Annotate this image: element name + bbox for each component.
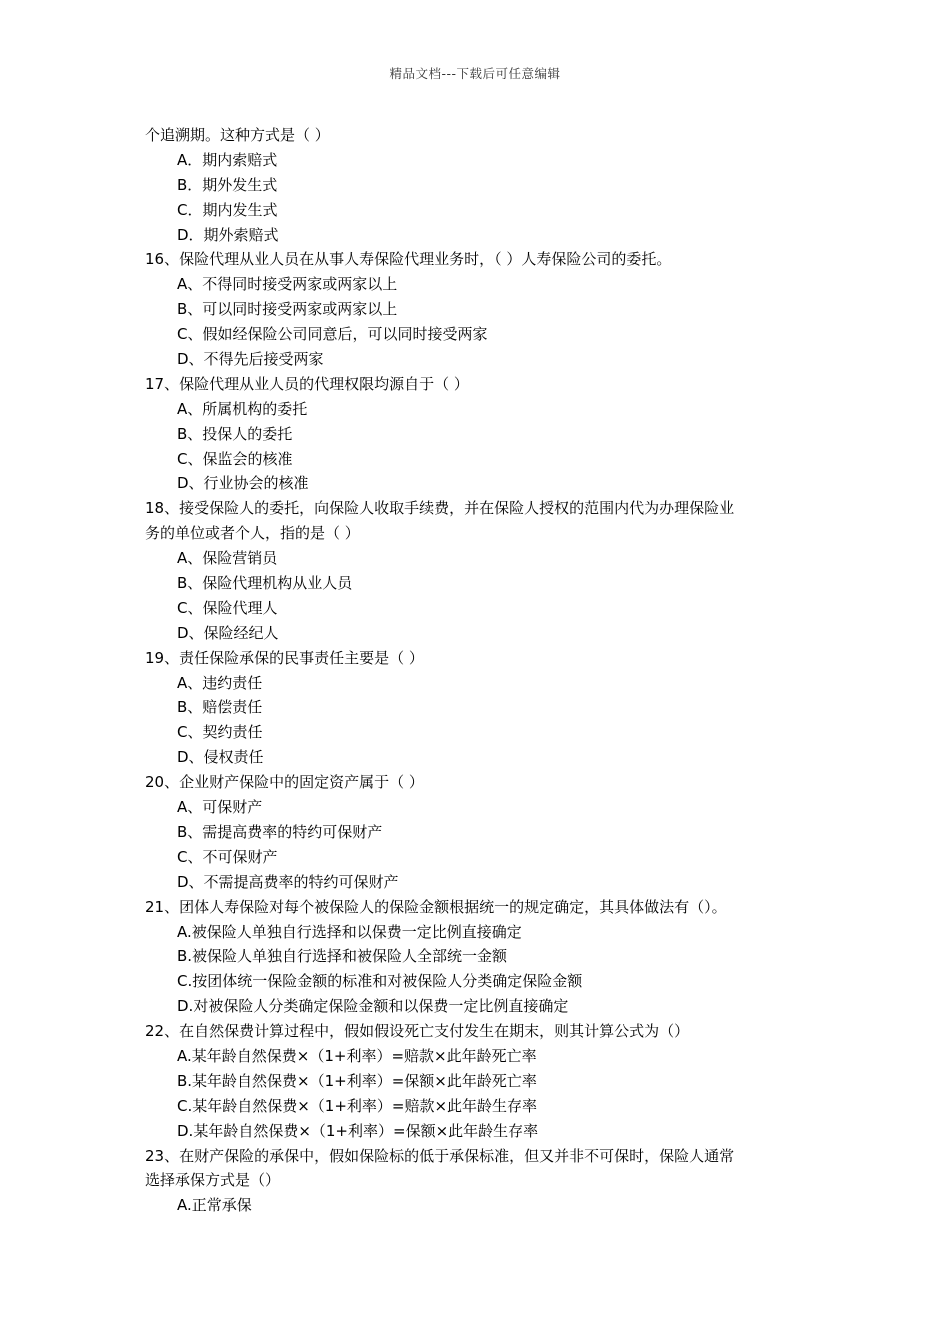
document-body (145, 123, 825, 1218)
option-line: A.某年龄自然保费×（1+利率）=赔款×此年龄死亡率 (177, 1046, 537, 1065)
option-line: B、赔偿责任 (177, 698, 263, 717)
option-line: A、可保财产 (177, 798, 263, 817)
option-line: A．期内索赔式 (177, 150, 278, 169)
option-line: D.某年龄自然保费×（1+利率）=保额×此年龄生存率 (177, 1121, 539, 1140)
question-line: 18、接受保险人的委托，向保险人收取手续费，并在保险人授权的范围内代为办理保险业 (145, 499, 735, 518)
option-line: D、不得先后接受两家 (177, 350, 324, 369)
page-header: 精品文档---下载后可任意编辑 (389, 66, 561, 81)
question-line: 22、在自然保费计算过程中，假如假设死亡支付发生在期末，则其计算公式为（） (145, 1022, 690, 1041)
option-line: C、假如经保险公司同意后，可以同时接受两家 (177, 325, 488, 344)
option-line: C、契约责任 (177, 723, 263, 742)
option-line: C、保监会的核准 (177, 449, 293, 468)
question-line: 17、保险代理从业人员的代理权限均源自于（ ） (145, 374, 469, 393)
option-line: B、保险代理机构从业人员 (177, 574, 353, 593)
question-line: 21、团体人寿保险对每个被保险人的保险金额根据统一的规定确定，其具体做法有（）。 (145, 897, 727, 916)
option-line: B.被保险人单独自行选择和被保险人全部统一金额 (177, 947, 508, 966)
option-line: A、保险营销员 (177, 549, 278, 568)
question-line: 23、在财产保险的承保中，假如保险标的低于承保标准，但又并非不可保时，保险人通常 (145, 1146, 735, 1165)
option-line: C．期内发生式 (177, 200, 278, 219)
option-line: D.对被保险人分类确定保险金额和以保费一定比例直接确定 (177, 997, 569, 1016)
option-line: B．期外发生式 (177, 175, 278, 194)
option-line: A、不得同时接受两家或两家以上 (177, 275, 398, 294)
option-line: D、保险经纪人 (177, 623, 279, 642)
option-line: D、行业协会的核准 (177, 474, 309, 493)
option-line: D、侵权责任 (177, 748, 264, 767)
question-line: 20、企业财产保险中的固定资产属于（ ） (145, 773, 424, 792)
option-line: A、所属机构的委托 (177, 399, 308, 418)
option-line: C、不可保财产 (177, 847, 278, 866)
option-line: A.正常承保 (177, 1196, 252, 1215)
option-line: C.按团体统一保险金额的标准和对被保险人分类确定保险金额 (177, 972, 583, 991)
option-line: B、可以同时接受两家或两家以上 (177, 300, 398, 319)
option-line: C、保险代理人 (177, 598, 278, 617)
option-line: D．期外索赔式 (177, 225, 279, 244)
option-line: D、不需提高费率的特约可保财产 (177, 872, 399, 891)
option-line: B、需提高费率的特约可保财产 (177, 822, 383, 841)
option-line: A、违约责任 (177, 673, 263, 692)
option-line: B.某年龄自然保费×（1+利率）=保额×此年龄死亡率 (177, 1071, 537, 1090)
option-line: A.被保险人单独自行选择和以保费一定比例直接确定 (177, 922, 522, 941)
question-line: 个追溯期。这种方式是（ ） (145, 126, 330, 144)
question-line: 19、责任保险承保的民事责任主要是（ ） (145, 648, 424, 667)
option-line: C.某年龄自然保费×（1+利率）=赔款×此年龄生存率 (177, 1096, 538, 1115)
question-line: 务的单位或者个人，指的是（ ） (145, 524, 360, 543)
question-line: 选择承保方式是（） (145, 1171, 281, 1190)
question-line: 16、保险代理从业人员在从事人寿保险代理业务时，（ ）人寿保险公司的委托。 (145, 250, 672, 269)
option-line: B、投保人的委托 (177, 424, 293, 443)
